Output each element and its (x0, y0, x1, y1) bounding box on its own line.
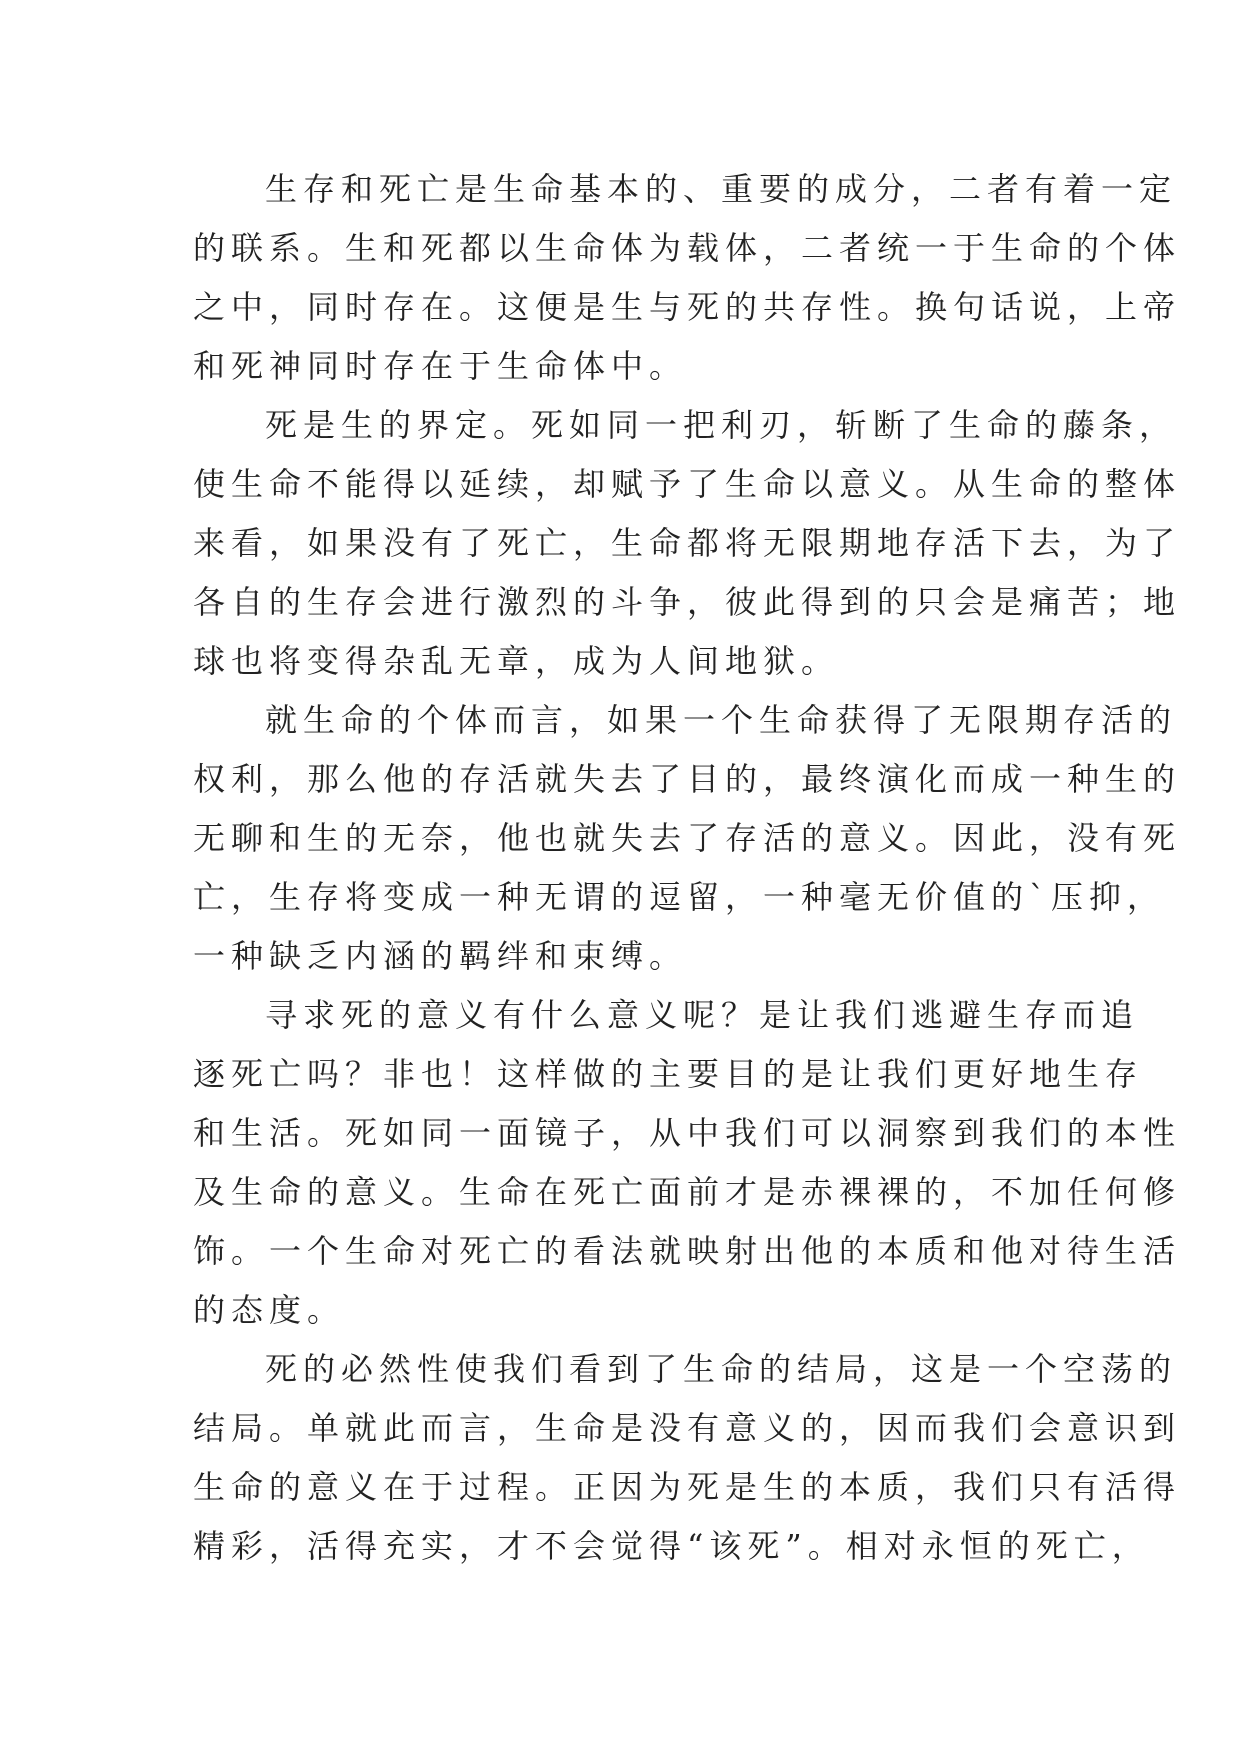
paragraph-5-line-3: 生命的意义在于过程。正因为死是生的本质，我们只有活得 (193, 1468, 1182, 1506)
paragraph-2-line-3: 来看，如果没有了死亡，生命都将无限期地存活下去，为了 (193, 524, 1182, 562)
paragraph-1-line-3: 之中，同时存在。这便是生与死的共存性。换句话说，上帝 (193, 288, 1182, 326)
paragraph-1-line-2: 的联系。生和死都以生命体为载体，二者统一于生命的个体 (193, 229, 1182, 267)
paragraph-3-line-2: 权利，那么他的存活就失去了目的，最终演化而成一种生的 (193, 760, 1182, 798)
paragraph-5-line-4: 精彩，活得充实，才不会觉得“该死”。相对永恒的死亡， (193, 1527, 1150, 1565)
paragraph-4-line-5: 饰。一个生命对死亡的看法就映射出他的本质和他对待生活 (193, 1232, 1182, 1270)
paragraph-2-line-2: 使生命不能得以延续，却赋予了生命以意义。从生命的整体 (193, 465, 1182, 503)
document-body (193, 160, 1182, 1576)
paragraph-3-line-5: 一种缺乏内涵的羁绊和束缚。 (193, 937, 688, 975)
paragraph-4-line-1: 寻求死的意义有什么意义呢？是让我们逃避生存而追 (265, 996, 1140, 1034)
paragraph-3-line-3: 无聊和生的无奈，他也就失去了存活的意义。因此，没有死 (193, 819, 1182, 857)
paragraph-2-line-5: 球也将变得杂乱无章，成为人间地狱。 (193, 642, 840, 680)
paragraph-4-line-4: 及生命的意义。生命在死亡面前才是赤裸裸的，不加任何修 (193, 1173, 1182, 1211)
paragraph-2-line-1: 死是生的界定。死如同一把利刃，斩断了生命的藤条， (265, 406, 1178, 444)
paragraph-1-line-1: 生存和死亡是生命基本的、重要的成分，二者有着一定 (265, 170, 1178, 208)
paragraph-5-line-1: 死的必然性使我们看到了生命的结局，这是一个空荡的 (265, 1350, 1178, 1388)
paragraph-5-line-2: 结局。单就此而言，生命是没有意义的，因而我们会意识到 (193, 1409, 1182, 1447)
paragraph-2-line-4: 各自的生存会进行激烈的斗争，彼此得到的只会是痛苦；地 (193, 583, 1182, 621)
paragraph-1-line-4: 和死神同时存在于生命体中。 (193, 347, 688, 385)
paragraph-4-line-6: 的态度。 (193, 1291, 346, 1329)
paragraph-3-line-1: 就生命的个体而言，如果一个生命获得了无限期存活的 (265, 701, 1178, 739)
paragraph-3-line-4: 亡，生存将变成一种无谓的逗留，一种毫无价值的`压抑， (193, 878, 1166, 916)
paragraph-4-line-3: 和生活。死如同一面镜子，从中我们可以洞察到我们的本性 (193, 1114, 1182, 1152)
paragraph-4-line-2: 逐死亡吗？非也！这样做的主要目的是让我们更好地生存 (193, 1055, 1144, 1093)
